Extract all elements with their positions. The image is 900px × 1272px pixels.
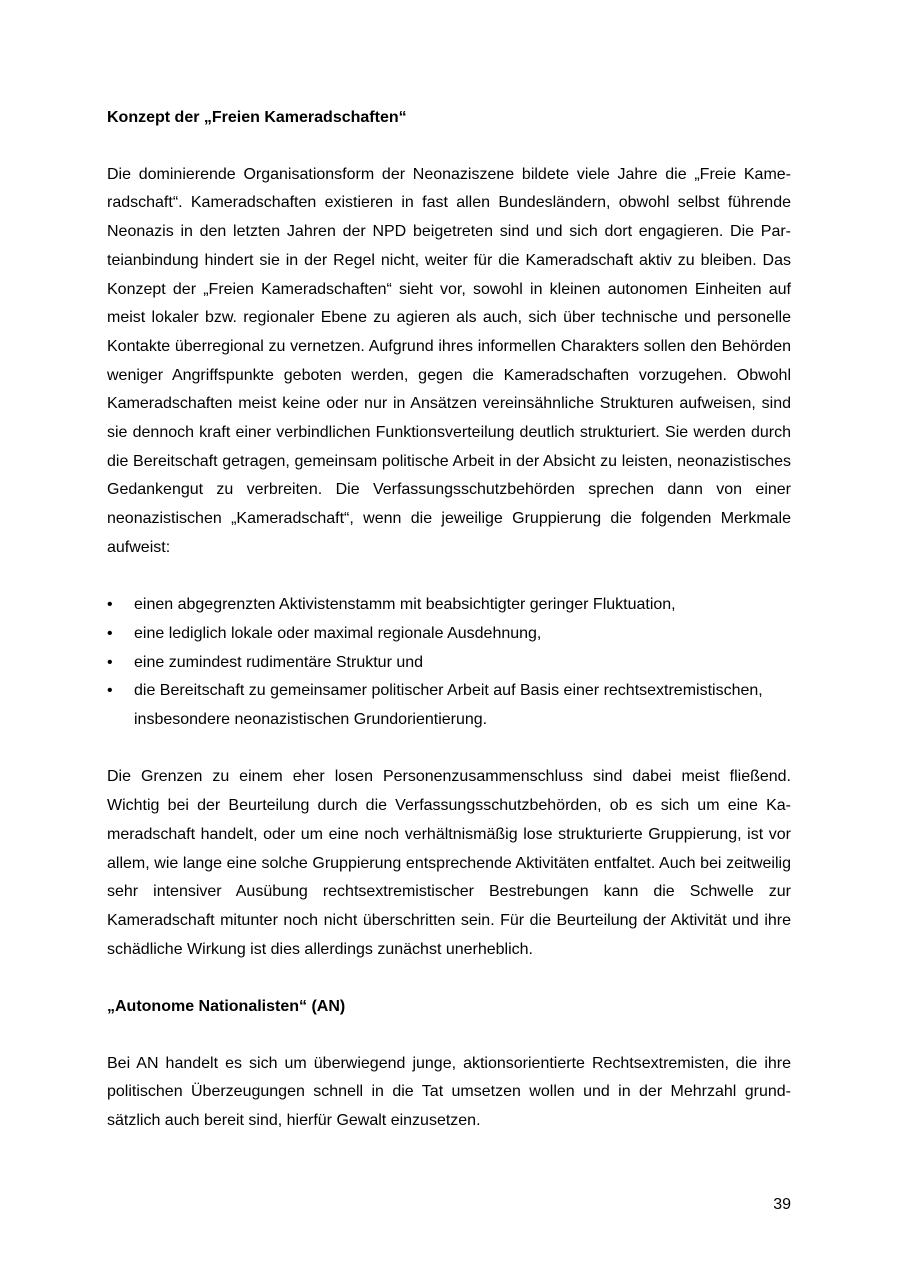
list-item — [107, 649, 791, 678]
list-item — [107, 591, 791, 620]
bullet-icon: • — [107, 682, 113, 700]
spacer — [107, 1021, 791, 1050]
bullet-icon: • — [107, 596, 113, 614]
list-item-text: einen abgegrenzten Aktivistenstamm mit beabsichtigter geringer Fluktuation, — [134, 596, 676, 614]
list-item — [107, 620, 791, 649]
bullet-icon: • — [107, 653, 113, 671]
spacer — [107, 735, 791, 764]
paragraph-organisationsform: Die dominierende Organisationsform der Neonaziszene bildete viele Jahre die „Freie Kameradschaft“. Kameradschaften existieren in fast allen Bundesländern, obwohl selbst führende Neonazis in den letzten Jahren der NPD beigetreten sind und sich dort engagieren. Die Parteianbindung hindert sie in der Regel nicht, weiter für die Kameradschaft aktiv zu bleiben. Das Konzept der „Freien Kameradschaften“ sieht vor, sowohl in kleinen autonomen Einheiten auf meist lokaler bzw. regionaler Ebene zu agieren als auch, sich über technische und personelle Kontakte überregional zu vernetzen. Aufgrund ihres informellen Charakters sollen den Behörden weniger Angriffspunkte geboten werden, gegen die Kameradschaften vorzugehen. Obwohl Kameradschaften meist keine oder nur in Ansätzen vereinsähnliche Strukturen aufweisen, sind sie dennoch kraft einer verbindlichen Funktionsverteilung deutlich strukturiert. Sie werden durch die Bereitschaft getragen, gemeinsam politische Arbeit in der Absicht zu leisten, neonazistisches Gedankengut zu verbreiten. Die Verfassungsschutzbehörden sprechen dann von einer neonazistischen „Kameradschaft“, wenn die jeweilige Gruppierung die folgenden Merkmale aufweist: — [107, 165, 791, 556]
list-item-text: eine zumindest rudimentäre Struktur und — [134, 653, 424, 671]
spacer — [107, 132, 791, 161]
list-item-text: eine lediglich lokale oder maximal regionale Ausdehnung, — [134, 624, 542, 642]
list-item-text: die Bereitschaft zu gemeinsamer politischer Arbeit auf Basis einer rechtsextremistischen, insbesondere neonazistischen Grundorientierung. — [134, 682, 763, 729]
merkmale-list — [107, 591, 791, 735]
spacer — [107, 563, 791, 592]
page-number: 39 — [773, 1196, 791, 1213]
paragraph-an-definition: Bei AN handelt es sich um überwiegend junge, aktionsorientierte Rechtsextremisten, die ihre politischen Überzeugungen schnell in die Tat umsetzen wollen und in der Mehrzahl grundsätzlich auch bereit sind, hierfür Gewalt einzusetzen. — [107, 1054, 791, 1130]
document-page — [107, 104, 791, 1136]
section-heading-autonome-nationalisten: „Autonome Nationalisten“ (AN) — [107, 998, 346, 1016]
section-heading-freie-kameradschaften: Konzept der „Freien Kameradschaften“ — [107, 109, 407, 126]
spacer — [107, 964, 791, 993]
paragraph-grenzen: Die Grenzen zu einem eher losen Personenzusammenschluss sind dabei meist fließend. Wichtig bei der Beurteilung durch die Verfassungsschutzbehörden, ob es sich um eine Kameradschaft handelt, oder um eine noch verhältnismäßig lose strukturierte Gruppierung, ist vor allem, wie lange eine solche Gruppierung entsprechende Aktivitäten entfaltet. Auch bei zeitweilig sehr intensiver Ausübung rechtsextremistischer Bestrebungen kann die Schwelle zur Kameradschaft mitunter noch nicht überschritten sein. Für die Beurteilung der Aktivität und ihre schädliche Wirkung ist dies allerdings zunächst unerheblich. — [107, 768, 791, 958]
bullet-icon: • — [107, 624, 113, 642]
list-item — [107, 677, 791, 734]
